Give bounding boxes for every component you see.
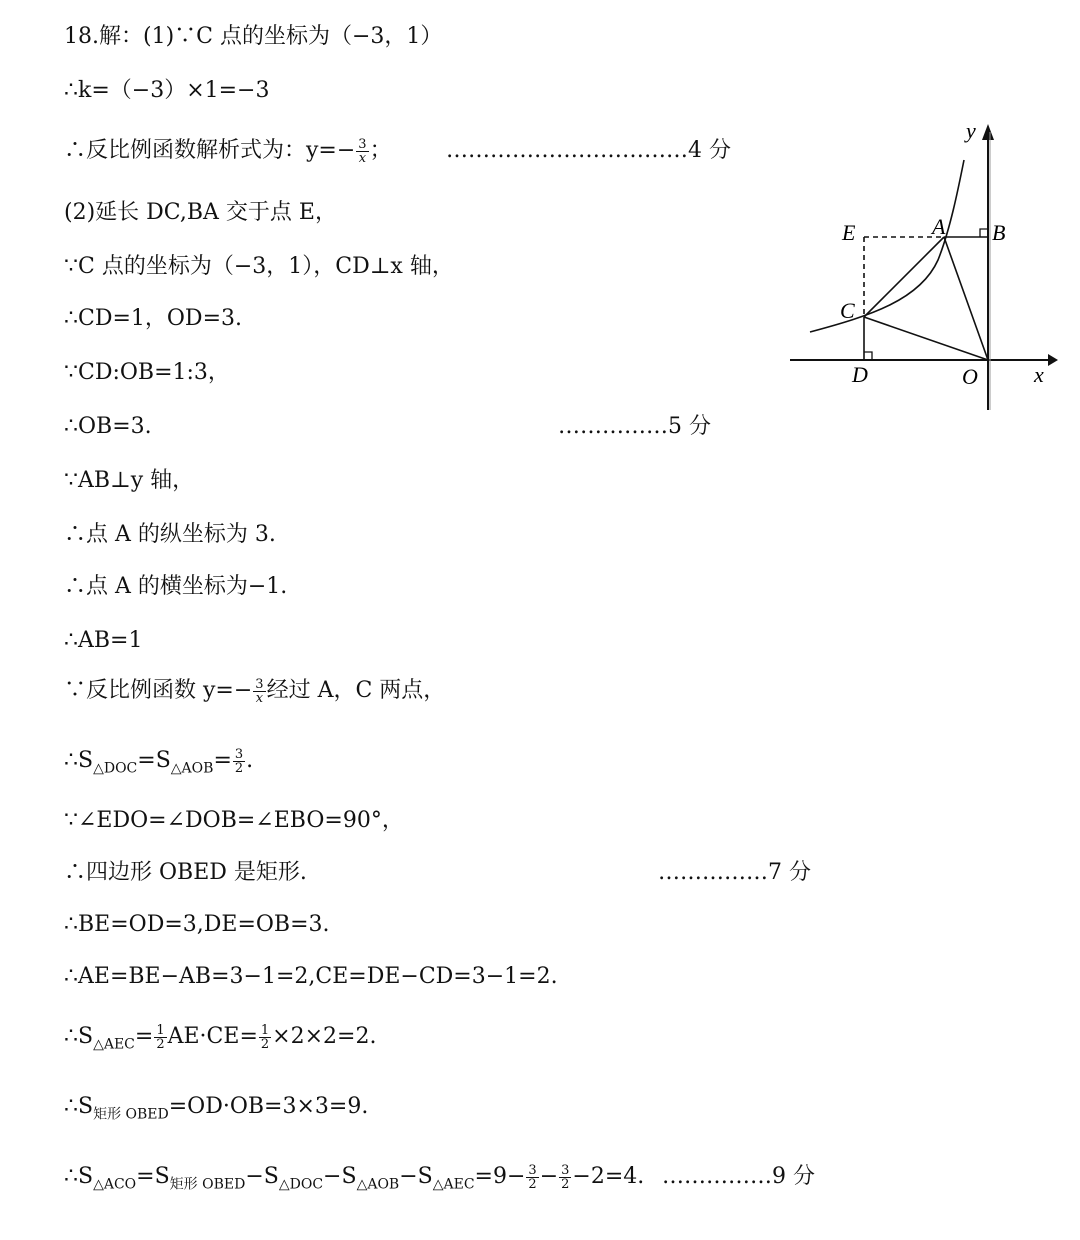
line-13-suffix: 经过 A，C 两点， (266, 678, 446, 703)
subscript: △AOB (356, 1176, 400, 1193)
text-segment: ∴S (64, 1024, 94, 1049)
label-y: y (966, 118, 976, 143)
fraction-numerator: 3 (255, 676, 264, 692)
solution-line-3 (64, 136, 392, 166)
text-segment: ×2×2=2. (272, 1024, 377, 1049)
fraction-numerator: 3 (234, 746, 244, 762)
text-segment: =OD·OB=3×3=9. (168, 1094, 369, 1119)
segment-ca (864, 237, 944, 317)
text-segment: = (134, 1024, 154, 1049)
label-d: D (852, 362, 868, 387)
solution-line-12: ∴AB=1 (64, 628, 143, 653)
solution-line-18: ∴AE=BE−AB=3−1=2,CE=DE−CD=3−1=2. (64, 964, 558, 989)
fraction-denominator: 2 (260, 1036, 270, 1052)
solution-line-8: ∴OB=3. (64, 414, 152, 439)
fraction-1-over-2 (154, 1024, 166, 1051)
label-b: B (992, 220, 1006, 245)
solution-line-6: ∴CD=1，OD=3. (64, 306, 242, 331)
fraction-denominator: 2 (234, 760, 244, 776)
text-segment: −2=4. (572, 1164, 645, 1189)
fraction-denominator: x (255, 690, 264, 706)
subscript: △AOB (170, 760, 214, 777)
fraction-3-over-x (253, 678, 265, 705)
fraction-numerator: 3 (561, 1162, 570, 1178)
fraction-numerator: 1 (260, 1022, 270, 1038)
score-5: ……………5 分 (558, 414, 711, 439)
text-segment: −S (323, 1164, 357, 1189)
solution-line-5: ∵C 点的坐标为（−3，1），CD⊥x 轴， (64, 254, 454, 279)
text-segment: ∴S (64, 1094, 94, 1119)
solution-line-21 (64, 1162, 644, 1199)
solution-line-20 (64, 1092, 368, 1129)
fraction-numerator: 1 (156, 1022, 165, 1038)
fraction-denominator: x (358, 150, 367, 166)
label-a: A (932, 214, 946, 239)
fraction-numerator: 3 (358, 136, 367, 152)
label-e: E (842, 220, 856, 245)
solution-line-2: ∴k=（−3）×1=−3 (64, 78, 270, 103)
text-segment: =9− (474, 1164, 526, 1189)
subscript: △AEC (432, 1176, 475, 1193)
fraction-denominator: 2 (528, 1176, 537, 1192)
score-9: ……………9 分 (662, 1164, 815, 1189)
fraction-3-over-2 (559, 1164, 571, 1191)
segment-co (864, 317, 988, 360)
subscript: 矩形 OBED (169, 1176, 246, 1193)
label-c: C (840, 298, 855, 323)
x-axis-arrow (1048, 354, 1058, 366)
text-segment: −S (399, 1164, 433, 1189)
solution-line-16: ∴四边形 OBED 是矩形. (64, 860, 307, 885)
label-x: x (1034, 362, 1044, 387)
segment-ao (944, 237, 988, 360)
score-4: ……………………………4 分 (446, 138, 731, 163)
line-3-prefix: ∴反比例函数解析式为：y=− (64, 138, 356, 163)
solution-line-9: ∵AB⊥y 轴， (64, 468, 195, 493)
text-segment: =S (136, 1164, 170, 1189)
geometry-figure (780, 110, 1060, 420)
line-13-prefix: ∵反比例函数 y=− (64, 678, 253, 703)
text-segment: ∴S (64, 748, 94, 773)
solution-line-14 (64, 746, 253, 783)
solution-line-10: ∴点 A 的纵坐标为 3. (64, 522, 276, 547)
fraction-denominator: 2 (561, 1176, 570, 1192)
text-segment: = (213, 748, 232, 773)
solution-line-11: ∴点 A 的横坐标为−1. (64, 574, 288, 599)
subscript: △ACO (93, 1176, 137, 1193)
fraction-1-over-2 (259, 1024, 271, 1051)
solution-line-1: 18.解：(1)∵C 点的坐标为（−3，1） (64, 24, 443, 49)
solution-line-4: (2)延长 DC,BA 交于点 E， (64, 200, 337, 225)
fraction-3-over-2 (233, 748, 245, 775)
solution-line-15: ∵∠EDO=∠DOB=∠EBO=90°， (64, 808, 404, 833)
subscript: △DOC (278, 1176, 324, 1193)
solution-line-7: ∵CD:OB=1:3， (64, 360, 230, 385)
solution-line-13 (64, 676, 445, 706)
fraction-numerator: 3 (528, 1162, 537, 1178)
text-segment: . (246, 748, 254, 773)
label-o: O (962, 364, 978, 389)
text-segment: − (539, 1164, 559, 1189)
hyperbola-curve (810, 160, 964, 332)
line-3-suffix: ； (369, 138, 392, 163)
text-segment: AE·CE= (167, 1024, 258, 1049)
subscript: △DOC (93, 760, 138, 777)
subscript: 矩形 OBED (93, 1106, 169, 1123)
subscript: △AEC (93, 1036, 135, 1053)
solution-line-19 (64, 1022, 376, 1059)
text-segment: =S (137, 748, 171, 773)
text-segment: −S (245, 1164, 279, 1189)
right-angle-mark-d (864, 352, 872, 360)
fraction-3-over-x (356, 138, 368, 165)
right-angle-mark-b (980, 229, 988, 237)
fraction-denominator: 2 (156, 1036, 165, 1052)
y-axis-arrow (982, 124, 994, 140)
score-7: ……………7 分 (658, 860, 811, 885)
fraction-3-over-2 (526, 1164, 538, 1191)
text-segment: ∴S (64, 1164, 94, 1189)
solution-line-17: ∴BE=OD=3,DE=OB=3. (64, 912, 330, 937)
